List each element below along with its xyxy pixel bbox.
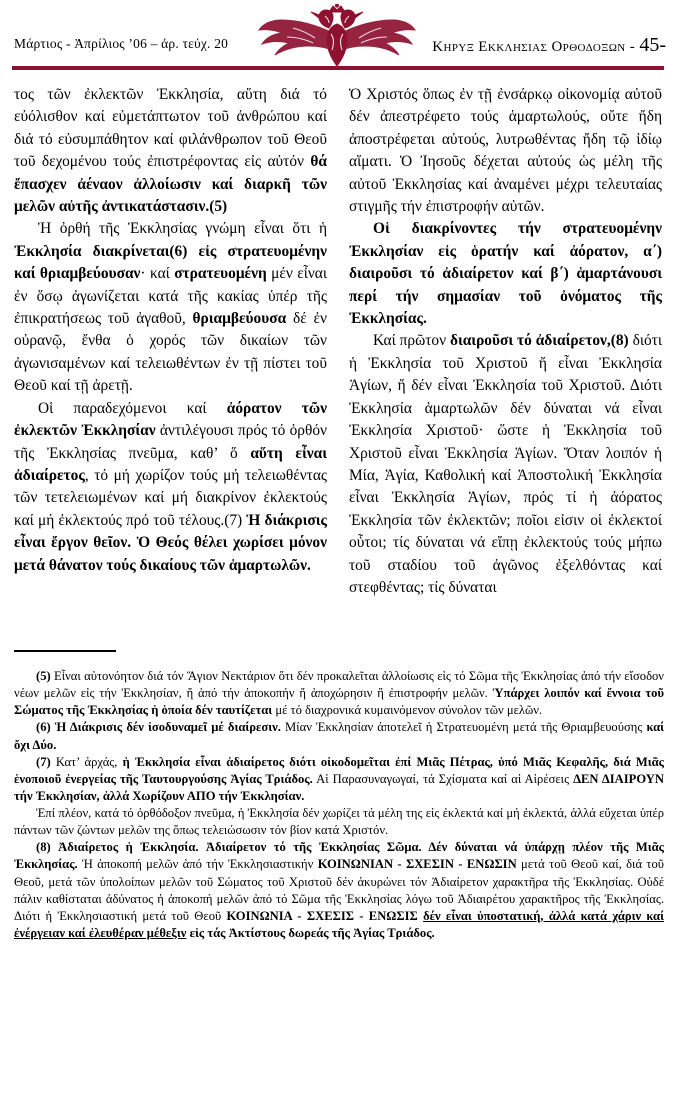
body-text: Ὁ Χριστός ὅπως ἐν τῇ ἐνσάρκῳ οἰκονομίᾳ αὐτοῦ δέν ἀπεστρέφετο τούς ἁμαρτωλούς, οὔτε ἤδη ἀποστρέφεται αὐτούς, λυτρωθέντας ἤδη τῷ ἰδίῳ αἵματι. Ὁ Ἰησοῦς δέχεται αὐτούς ὡς μέλη τῆς αὐτοῦ Ἐκκλησίας καί ἀναμένει μέχρι τελευταίας στιγμῆς τήν ἐπιστροφήν αὐτῶν. [349, 86, 662, 216]
emphasis-text: ΚΟΙΝΩΝΙΑΝ - ΣΧΕΣΙΝ - ΕΝΩΣΙΝ [317, 857, 517, 872]
footnote-5 [14, 668, 664, 719]
body-text: Αἱ Παρασυναγωγαί, τά Σχίσματα καί αἱ Αἱρέσεις [312, 771, 574, 786]
emphasis-text: διαιροῦσι τό ἀδιαίρετον,(8) [449, 332, 629, 350]
emphasis-text: ἀόρατον τῶν ἐκλεκτῶν Ἐκκλησίαν [14, 399, 327, 440]
footnote-7 [14, 754, 664, 805]
emphasis-text: ΔΕΝ ΔΙΑΙΡΟΥΝ τήν Ἐκκλησίαν, ἀλλά Χωρίζουν ΑΠΟ τήν Ἐκκλησίαν. [14, 771, 664, 803]
para-diakrinontes [349, 218, 662, 330]
emphasis-text: καί ὄχι Δύο. [14, 720, 664, 752]
emphasis-text: στρατευομένη [174, 265, 267, 283]
body-text [51, 840, 58, 854]
emphasis-text: αὕτη εἶναι ἀδιαίρετος [14, 444, 327, 484]
body-text: Οἱ παραδεχόμενοι καί [38, 399, 227, 417]
body-text: μετά τοῦ Θεοῦ καί, διά τοῦ Θεοῦ, μετά τῶν ὑπολοίπων μελῶν τοῦ Σώματος τοῦ Χριστοῦ δέν ἀκυρώνει τόν Ἀδιαίρετον χαρακτῆρα τῆς Ἐκκλησίας. Οὐδέ πάλιν καθίσταται ἀδύνατος ἡ ἀποκοπή μελῶν ἀπό τό Σῶμα τῆς Ἐκκλησίας λόγω τοῦ Ἀδιαιρέτου χαρακτῆρος τῆς Ἐκκλησίας. Διότι ἡ Ἐκκλησιαστική μετά τοῦ Θεοῦ [14, 857, 665, 923]
body-text: ἀντιλέγουσι πρός τό ὀρθόν τῆς Ἐκκλησίας πνεῦμα, καθ’ ὅ [14, 422, 327, 462]
body-text: τος τῶν ἐκλεκτῶν Ἐκκλησία, αὕτη διά τό εὐόλισθον καί εὐμετάπτωτον τοῦ ἀνθρώπου καί διά τό εὐσυμπάθητον καί φιλάνθρωπον τοῦ Θεοῦ τοῦ δεχομένου τούς ἐπιστρέφοντας εἰς αὐτόν [14, 86, 327, 171]
emphasis-text: δέν εἶναι ὑποστατική, ἀλλά κατά χάριν καί ἐνέργειαν καί ἐλευθέραν μέθεξιν [14, 908, 664, 940]
footnote-8 [14, 839, 664, 942]
emphasis-text: Ἡ διάκρισις εἶναι ἔργον θεῖον. Ὁ Θεός θέλει χωρίσει μόνον μετά θάνατον τούς δικαίους τῶν ἁμαρτωλῶν. [14, 511, 327, 574]
issue-info: Μάρτιος - Ἀπρίλιος ’06 – ἀρ. τεύχ. 20 [14, 36, 229, 51]
body-text: Κατ’ ἀρχάς, [50, 754, 123, 769]
body-text: Καί πρῶτον [373, 332, 450, 350]
emphasis-text: ἡ Ἐκκλησία εἶναι ἀδιαίρετος διότι οἰκοδομεῖται ἐπί Μιᾶς Πέτρας, ὑπό Μιᾶς Κεφαλῆς, διά Μιᾶς ἑνοποιοῦ ἐνεργείας τῆς Ταυτουργούσης Ἁγίας Τριάδος. [14, 754, 664, 786]
body-text: μέν εἶναι ἐν ὅσῳ ἀγωνίζεται κατά τῆς κακίας ὑπέρ τῆς ἐπικρατήσεως τοῦ ἀγαθοῦ, [14, 265, 327, 328]
body-text: διότι ἡ Ἐκκλησία τοῦ Χριστοῦ ἤ εἶναι Ἐκκλησία Ἁγίων, ἤ δέν εἶναι Ἐκκλησία τοῦ Χριστοῦ. Διότι Ἐκκλησία ἁμαρτωλῶν δέν δύναται νά εἶναι Ἐκκλησία Χριστοῦ· ὥστε ἡ Ἐκκλησία τοῦ Χριστοῦ εἶναι Ἐκκλησία Ἁγίων. Ὅταν λοιπόν ἡ Μία, Ἁγία, Καθολική καί Ἀποστολική Ἐκκλησία εἶναι Ἐκκλησία Ἁγίων, πρός τί ἡ ἀόρατος Ἐκκλησία τῶν ἐκλεκτῶν; ποῖοι εἰσιν οἱ ἐκλεκτοί οὗτοι; τίς δύναται νά εἴπῃ ἐκλεκτούς τούς μήπω τοῦ σταδίου τοῦ ἀγῶνος ἐξελθόντας καί στεφθέντας; τίς δύναται [349, 332, 662, 596]
emphasis-text: θριαμβεύουσα [192, 310, 287, 328]
para-paradechomenoi [14, 398, 327, 577]
emphasis-text: (5) [36, 669, 51, 683]
footnote-separator-rule [14, 650, 116, 652]
body-text: Μίαν Ἐκκλησίαν ἀποτελεῖ ἡ Στρατευομένη μετά τῆς Θριαμβευούσης [280, 720, 647, 735]
emphasis-text: εἰς τάς Ἀκτίστους δωρεάς τῆς Ἁγίας Τριάδος. [186, 925, 435, 940]
right-text-column [349, 84, 662, 599]
page-number: 45- [639, 34, 666, 56]
body-text: · καί [140, 265, 175, 283]
footnotes-section [14, 668, 664, 942]
emphasis-text: (8) [36, 840, 51, 855]
emphasis-text: Ἡ Διάκρισις δέν ἰσοδυναμεῖ μέ διαίρεσιν. [54, 720, 281, 735]
para-continued [14, 84, 327, 218]
journal-title: Κηρυξ Εκκλησιας Ορθοδοξων [432, 39, 626, 55]
body-text: Ἡ ὀρθή τῆς Ἐκκλησίας γνώμη εἶναι ὅτι ἡ [38, 220, 327, 238]
para-orthi-gnomi [14, 218, 327, 397]
emphasis-text: Οἱ διακρίνοντες τήν στρατευομένην Ἐκκλησίαν εἰς ὁρατήν καί ἀόρατον, α΄) διαιροῦσι τό ἀδιαίρετον καί β΄) ἁμαρτάνουσι περί τήν σημασίαν τοῦ ὀνόματος τῆς Ἐκκλησίας. [349, 220, 662, 328]
emphasis-text: (6) [36, 720, 51, 735]
double-headed-eagle-emblem [257, 4, 417, 68]
emphasis-text: θά ἔπασχεν ἀέναον ἀλλοίωσιν καί διαρκῆ τῶν μελῶν αὐτῆς ἀντικατάστασιν.(5) [14, 153, 327, 216]
body-text: Εἶναι αὐτονόητον διά τόν Ἅγιον Νεκτάριον ὅτι δέν προκαλεῖται ἀλλοίωσις εἰς τό Σῶμα τῆς Ἐκκλησίας ἀπό τήν εἴσοδον νέων μελῶν εἰς τήν Ἐκκλησίαν, ἤ ἀπό τήν ἀποκοπήν ἤ ἀποχώρησιν ἤ ἐπιστροφήν μελῶν. [14, 669, 664, 701]
para-kai-proton [349, 330, 662, 599]
header-separator: - [625, 39, 640, 55]
body-text: δέ ἐν οὐρανῷ, ἔνθα ὁ χορός τῶν δικαίων τῶν ἀγωνισαμένων καί τελειωθέντων ἐν τῇ πίστει τοῦ Θεοῦ καί τῇ ἀρετῇ. [14, 310, 327, 395]
emphasis-text: Ἐκκλησία διακρίνεται(6) εἰς στρατευομένην καί θριαμβεύουσαν [14, 242, 327, 283]
body-text: μέ τό διαχρονικά κυμαινόμενον σύνολον τῶν μελῶν. [272, 703, 543, 718]
running-head [0, 0, 674, 68]
para-christos [349, 84, 662, 218]
emphasis-text: Ὑπάρχει λοιπόν καί ἔννοια τοῦ Σώματος τῆς Ἐκκλησίας ἡ ὁποία δέν ταυτίζεται [14, 686, 664, 718]
body-text: Ἡ ἀποκοπή μελῶν ἀπό τήν Ἐκκλησιαστικήν [77, 857, 318, 872]
journal-title-and-page [432, 34, 666, 57]
body-columns [14, 84, 662, 599]
emphasis-text: ΚΟΙΝΩΝΙΑ - ΣΧΕΣΙΣ - ΕΝΩΣΙΣ [226, 908, 418, 923]
left-text-column [14, 84, 327, 599]
footnote-6 [14, 719, 664, 753]
emphasis-text: (7) [36, 754, 51, 769]
body-text: Ἐπί πλέον, κατά τό ὀρθόδοξον πνεῦμα, ἡ Ἐκκλησία δέν χωρίζει τά μέλη της εἰς ἐκλεκτά καί μή ἐκλεκτά, ἀλλά εὔχεται ὑπέρ πάντων τῶν ζώντων μελῶν της ὅπως τελειώσωσιν τόν βίον κατά Χριστόν. [14, 806, 664, 838]
footnote-7b [14, 805, 664, 839]
emphasis-text: Ἀδιαίρετος ἡ Ἐκκλησία. Ἀδιαίρετον τό τῆς Ἐκκλησίας Σῶμα. Δέν δύναται νά ὑπάρχῃ πλέον τῆς Μιᾶς Ἐκκλησίας. [14, 840, 664, 872]
body-text: , τό μή χωρίζον τούς μή τελειωθέντας τῶν τετελειωμένων καί μή διακρίνον ἐκλεκτούς καί μή ἐκλεκτούς πρό τοῦ τέλους.(7) [14, 466, 327, 529]
